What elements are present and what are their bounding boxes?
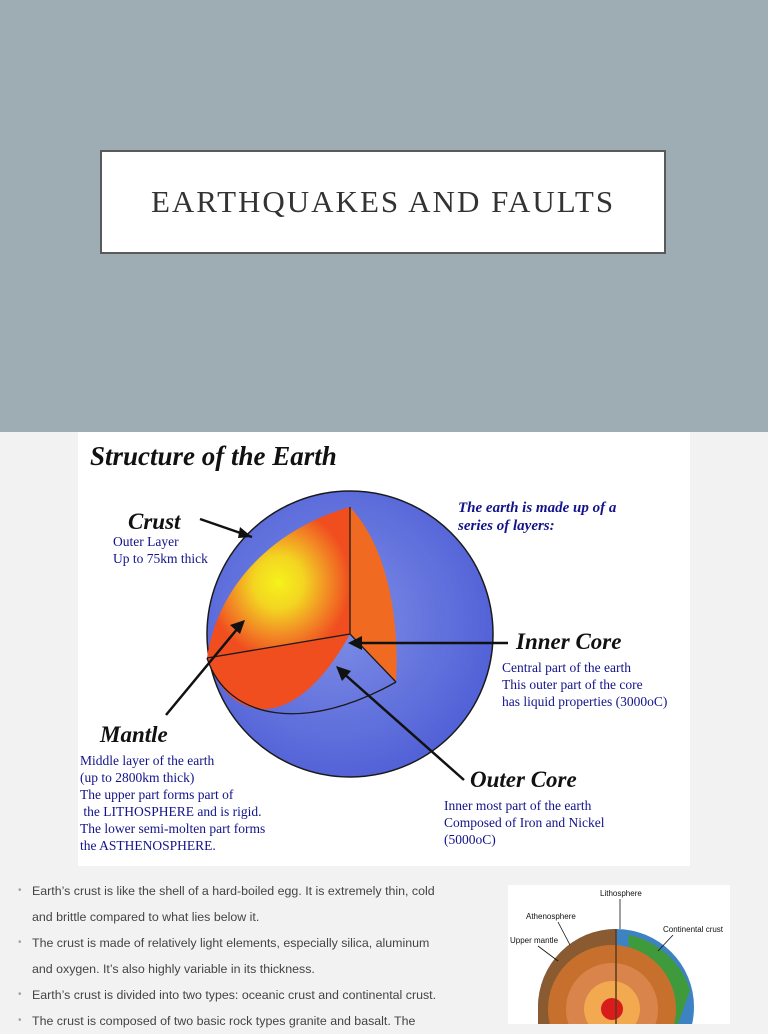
athenosphere-label: Athenosphere [526, 912, 576, 921]
outer-core-line: Inner most part of the earth [444, 798, 592, 813]
upper-mantle-leader [538, 946, 558, 961]
inner-core-line: This outer part of the core [502, 677, 643, 692]
slide-title: EARTHQUAKES AND FAULTS [150, 184, 616, 219]
mantle-line: (up to 2800km thick) [80, 770, 195, 785]
bullet-marker: • [18, 885, 22, 896]
continental-crust-label: Continental crust [663, 925, 724, 934]
title-box [100, 150, 666, 254]
list-item [18, 878, 478, 930]
bullet-line: and brittle compared to what lies below it. [32, 910, 260, 924]
crust-label: Crust [128, 509, 181, 534]
intro-line: series of layers: [458, 518, 555, 534]
cross-section-svg [508, 885, 730, 1024]
title-slide [0, 0, 768, 432]
list-item [18, 1008, 478, 1034]
mantle-line: the ASTHENOSPHERE. [80, 838, 216, 853]
list-item [18, 930, 478, 982]
bullet-marker: • [18, 1015, 22, 1026]
list-item [18, 982, 478, 1008]
bullet-line: The crust is made of relatively light elements, especially silica, aluminum [32, 936, 430, 950]
upper-mantle-label: Upper mantle [510, 936, 559, 945]
mantle-line: The lower semi-molten part forms [80, 821, 266, 836]
inner-core-label: Inner Core [516, 629, 622, 654]
earth-structure-svg [78, 432, 690, 866]
bullet-line: Earth’s crust is like the shell of a hard-boiled egg. It is extremely thin, cold [32, 884, 435, 898]
diagram-heading: Structure of the Earth [90, 441, 337, 471]
crust-line: Outer Layer [113, 534, 179, 549]
crust-line: Up to 75km thick [113, 551, 208, 566]
athenosphere-leader [558, 922, 570, 945]
bullet-marker: • [18, 937, 22, 948]
lithosphere-label: Lithosphere [600, 889, 642, 898]
earth-structure-diagram [78, 432, 690, 866]
intro-line: The earth is made up of a [458, 500, 617, 516]
layers-cross-section [508, 885, 730, 1024]
inner-core-layer [601, 998, 623, 1020]
outer-core-label: Outer Core [470, 767, 577, 792]
bullet-marker: • [18, 989, 22, 1000]
mantle-line: Middle layer of the earth [80, 753, 215, 768]
mantle-line: the LITHOSPHERE and is rigid. [80, 804, 262, 819]
outer-core-line: Composed of Iron and Nickel [444, 815, 605, 830]
bullet-line: and oxygen. It’s also highly variable in its thickness. [32, 962, 315, 976]
outer-core-line: (5000oC) [444, 832, 496, 847]
inner-core-line: has liquid properties (3000oC) [502, 694, 668, 709]
bullet-line: The crust is composed of two basic rock types granite and basalt. The [32, 1014, 416, 1028]
bullet-list [18, 878, 478, 1034]
bullet-line: Earth’s crust is divided into two types: oceanic crust and continental crust. [32, 988, 437, 1002]
mantle-line: The upper part forms part of [80, 787, 234, 802]
inner-core-line: Central part of the earth [502, 660, 631, 675]
mantle-label: Mantle [100, 722, 168, 747]
